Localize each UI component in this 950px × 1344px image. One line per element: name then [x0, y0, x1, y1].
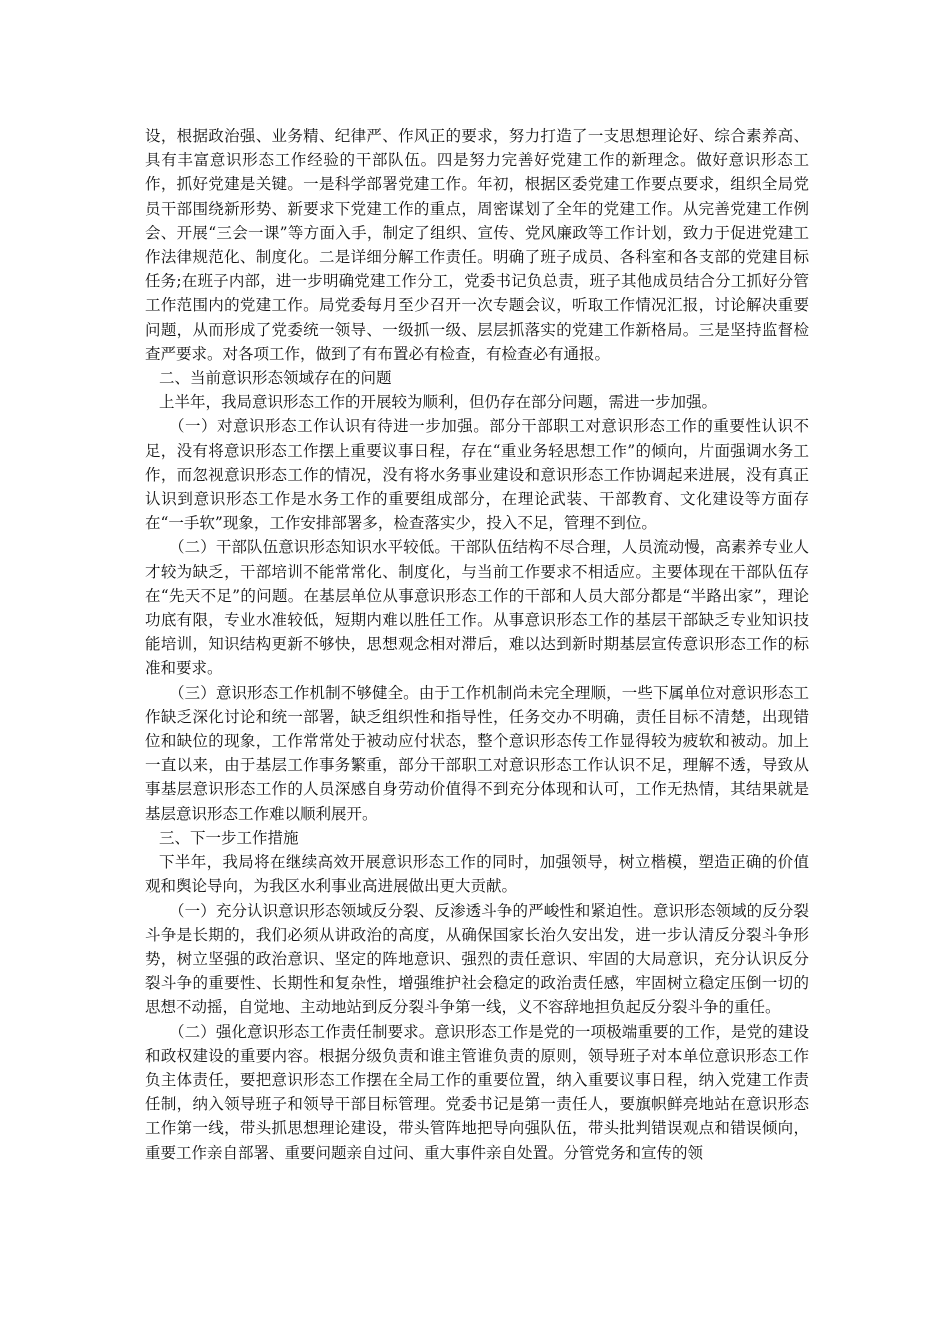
paragraph-1: 设，根据政治强、业务精、纪律严、作风正的要求，努力打造了一支思想理论好、综合素养高、具有丰富意识形态工作经验的干部队伍。四是努力完善好党建工作的新理念。做好意识形态工作，抓好党建是关键。一是科学部署党建工作。年初，根据区委党建工作要点要求，组织全局党员干部围绕新形势、新要求下党建工作的重点，周密谋划了全年的党建工作。从完善党建工作例会、开展“三会一课”等方面入手，制定了组织、宣传、党风廉政等工作计划，致力于促进党建工作法律规范化、制度化。二是详细分解工作责任。明确了班子成员、各科室和各支部的党建目标任务;在班子内部，进一步明确党建工作分工，党委书记负总责，班子其他成员结合分工抓好分管工作范围内的党建工作。局党委每月至少召开一次专题会议，听取工作情况汇报，讨论解决重要问题，从而形成了党委统一领导、一级抓一级、层层抓落实的党建工作新格局。三是坚持监督检查严要求。对各项工作，做到了有布置必有检查，有检查必有通报。	[145, 127, 809, 363]
paragraph-8: （二）强化意识形态工作责任制要求。意识形态工作是党的一项极端重要的工作，是党的建设和政权建设的重要内容。根据分级负责和谁主管谁负责的原则，领导班子对本单位意识形态工作负主体责任，要把意识形态工作摆在全局工作的重要位置，纳入重要议事日程，纳入党建工作责任制，纳入领导班子和领导干部目标管理。党委书记是第一责任人，要旗帜鲜亮地站在意识形态工作第一线，带头抓思想理论建设，带头管阵地把导向强队伍，带头批判错误观点和错误倾向，重要工作亲自部署、重要问题亲自过问、重大事件亲自处置。分管党务和宣传的领	[145, 1022, 809, 1162]
paragraph-4: （二）干部队伍意识形态知识水平较低。干部队伍结构不尽合理，人员流动慢，高素养专业人才较为缺乏，干部培训不能常常化、制度化，与当前工作要求不相适应。主要体现在干部队伍存在“先天不足”的问题。在基层单位从事意识形态工作的干部和人员大部分都是“半路出家”，理论功底有限，专业水准较低，短期内难以胜任工作。从事意识形态工作的基层干部缺乏专业知识技能培训，知识结构更新不够快，思想观念相对滞后，难以达到新时期基层宣传意识形态工作的标准和要求。	[145, 538, 809, 678]
paragraph-2: 上半年，我局意识形态工作的开展较为顺利，但仍存在部分问题，需进一步加强。	[159, 393, 718, 412]
document-body	[145, 124, 809, 1165]
paragraph-3: （一）对意识形态工作认识有待进一步加强。部分干部职工对意识形态工作的重要性认识不足，没有将意识形态工作摆上重要议事日程，存在“重业务轻思想工作”的倾向，片面强调水务工作，而忽视意识形态工作的情况，没有将水务事业建设和意识形态工作协调起来进展，没有真正认识到意识形态工作是水务工作的重要组成部分，在理论武装、干部教育、文化建设等方面存在“一手软”现象，工作安排部署多，检查落实少，投入不足，管理不到位。	[145, 417, 809, 533]
paragraph-6: 下半年，我局将在继续高效开展意识形态工作的同时，加强领导，树立楷模，塑造正确的价值观和舆论导向，为我区水利事业高进展做出更大贡献。	[145, 853, 809, 896]
paragraph-5: （三）意识形态工作机制不够健全。由于工作机制尚未完全理顺，一些下属单位对意识形态工作缺乏深化讨论和统一部署，缺乏组织性和指导性，任务交办不明确，责任目标不清楚，出现错位和缺位的现象，工作常常处于被动应付状态，整个意识形态传工作显得较为疲软和被动。加上一直以来，由于基层工作事务繁重，部分干部职工对意识形态工作认识不足，理解不透，导致从事基层意识形态工作的人员深感自身劳动价值得不到充分体现和认可，工作无热情，其结果就是基层意识形态工作难以顺利展开。	[145, 683, 809, 823]
paragraph-7: （一）充分认识意识形态领域反分裂、反渗透斗争的严峻性和紧迫性。意识形态领域的反分裂斗争是长期的，我们必须从讲政治的高度，从确保国家长治久安出发，进一步认清反分裂斗争形势，树立坚强的政治意识、坚定的阵地意识、强烈的责任意识、牢固的大局意识，充分认识反分裂斗争的重要性、长期性和复杂性，增强维护社会稳定的政治责任感，牢固树立稳定压倒一切的思想不动摇，自觉地、主动地站到反分裂斗争第一线，义不容辞地担负起反分裂斗争的重任。	[145, 901, 809, 1017]
section-heading-3: 三、下一步工作措施	[159, 828, 299, 847]
section-heading-2: 二、当前意识形态领域存在的问题	[159, 369, 392, 388]
